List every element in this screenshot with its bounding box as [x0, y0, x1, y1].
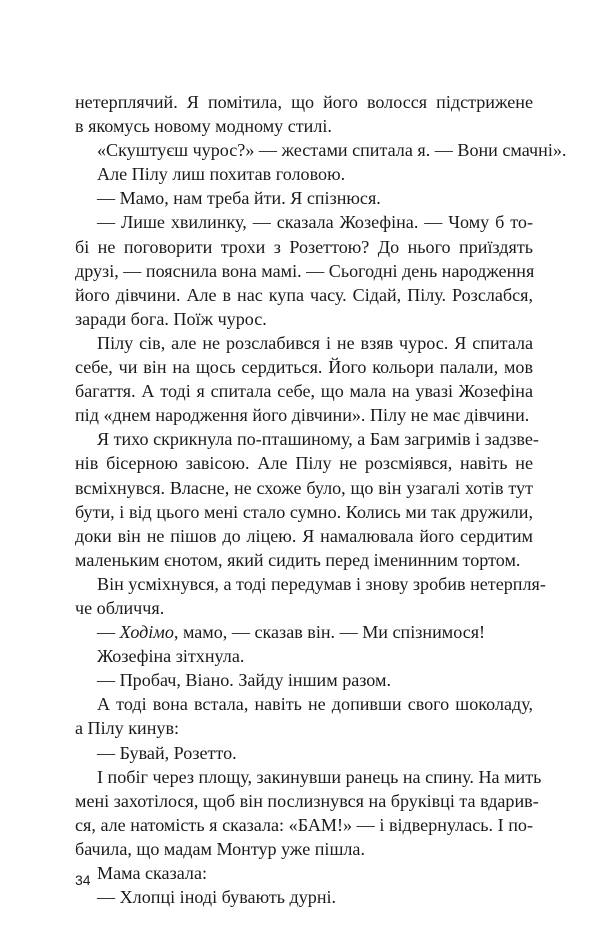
text-line: маленьким єнотом, який сидить перед іменинним тортом.	[75, 549, 521, 570]
text-line: Але Пілу лиш похитав головою.	[97, 164, 346, 185]
text-line: в якомусь новому модному стилі.	[75, 116, 332, 137]
text-line: бі не поговорити трохи з Розеттою? До нього приїздять	[75, 236, 533, 257]
text-line: Жозефіна зітхнула.	[97, 646, 245, 667]
text-line: доки він не пішов до ліцею. Я намалювала його сердитим	[75, 525, 533, 546]
text-line: Він усміхнувся, а тоді передумав і знову зробив нетерпля-	[97, 573, 546, 594]
text-line: нетерплячий. Я помітила, що його волосся підстрижене	[75, 92, 533, 112]
text-line: нів бісерною завісою. Але Пілу не розсміявся, навіть не	[75, 453, 533, 474]
text-line: Мама сказала:	[97, 863, 208, 883]
text-line: І побіг через площу, закинувши ранець на спину. На мить	[97, 766, 542, 787]
text-line: під «днем народження його дівчини». Пілу не має дівчини.	[75, 405, 530, 426]
text-line: — Мамо, нам треба йти. Я спізнюся.	[97, 188, 381, 209]
text-line: — Ходімо, мамо, — сказав він. — Ми спізнимося!	[97, 622, 486, 643]
page-body-text	[75, 90, 567, 909]
text-line: — Бувай, Розетто.	[97, 742, 237, 763]
text-line: себе, чи він на щось сердиться. Його кольори палали, мов	[75, 357, 533, 378]
text-line: бути, і від цього мені стало сумно. Колись ми так дружили,	[75, 501, 533, 522]
text-line: багаття. А тоді я спитала себе, що мала на увазі Жозефіна	[75, 381, 533, 402]
text-line: бачила, що мадам Монтур уже пішла.	[75, 838, 365, 859]
text-line: «Скуштуєш чурос?» — жестами спитала я. — Вони смачні».	[97, 140, 567, 161]
text-line: — Пробач, Віано. Зайду іншим разом.	[97, 670, 391, 691]
text-line: — Хлопці іноді бувають дурні.	[97, 887, 337, 908]
text-line: заради бога. Поїж чурос.	[75, 308, 267, 329]
text-line: — Лише хвилинку, — сказала Жозефіна. — Чому б то-	[97, 212, 533, 233]
text-line: друзі, — пояснила вона мамі. — Сьогодні день народження	[75, 260, 535, 281]
text-line: а Пілу кинув:	[75, 718, 180, 739]
text-line: Я тихо скрикнула по-пташиному, а Бам загримів і задзве-	[97, 429, 539, 450]
text-line: че обличчя.	[75, 597, 165, 618]
page-number: 34	[75, 872, 91, 888]
text-line: мені захотілося, щоб він послизнувся на бруківці та вдарив-	[75, 790, 539, 811]
text-line: всміхнувся. Власне, не схоже було, що він узагалі хотів тут	[75, 477, 533, 498]
text-line: Пілу сів, але не розслабився і не взяв чурос. Я спитала	[97, 332, 533, 353]
text-line: ся, але натомість я сказала: «БАМ!» — і відвернулась. І по-	[75, 814, 533, 835]
text-line: А тоді вона встала, навіть не допивши свого шоколаду,	[97, 694, 533, 715]
text-line: його дівчини. Але в нас купа часу. Сідай, Пілу. Розслабся,	[75, 284, 533, 305]
